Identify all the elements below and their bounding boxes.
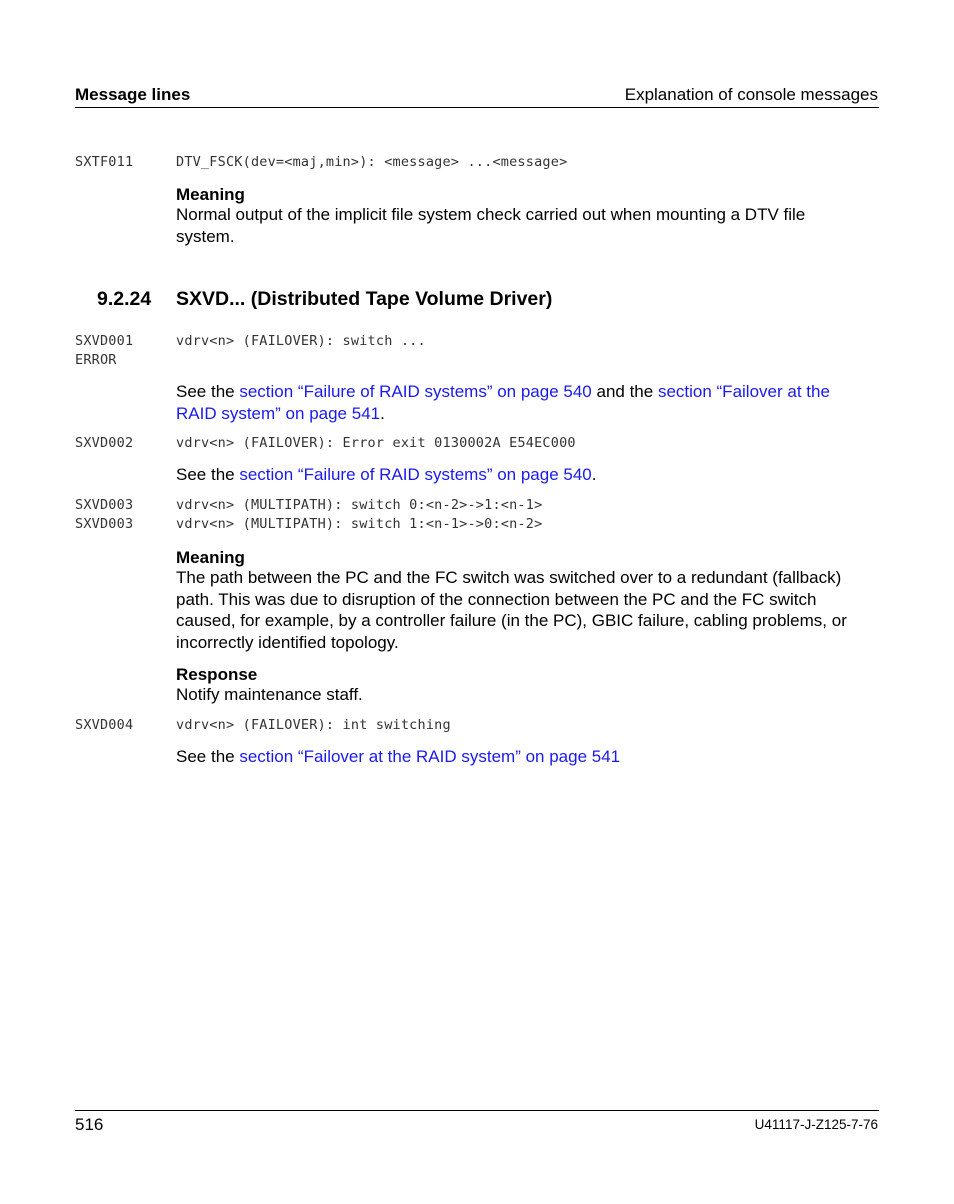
response-label: Response (176, 665, 258, 684)
message-text: vdrv<n> (MULTIPATH): switch 1:<n-1>->0:<n-2> (176, 516, 543, 532)
meaning-text (176, 204, 880, 247)
link-failover-raid[interactable]: section “Failover at the RAID system” on page 541 (239, 747, 621, 766)
see-also-paragraph (176, 464, 880, 486)
see-also-paragraph (176, 381, 880, 424)
page-number: 516 (75, 1115, 104, 1134)
message-text: DTV_FSCK(dev=<maj,min>): <message> ...<message> (176, 154, 568, 170)
see-prefix: See the (176, 382, 240, 401)
section-heading (97, 288, 552, 311)
link-failover-raid-part1[interactable]: section “Failover at the (657, 382, 830, 401)
see-connector: and the (591, 382, 658, 401)
message-text: vdrv<n> (FAILOVER): int switching (176, 717, 451, 733)
message-id: SXVD003 (75, 516, 134, 532)
message-text: vdrv<n> (MULTIPATH): switch 0:<n-2>->1:<n-1> (176, 497, 543, 513)
link-failover-raid-part2[interactable]: RAID system” on page 541 (176, 403, 381, 423)
meaning-line: Normal output of the implicit file system check carried out when mounting a DTV file (176, 205, 806, 224)
message-id: SXVD003 (75, 497, 134, 513)
message-text: vdrv<n> (FAILOVER): Error exit 0130002A E54EC000 (176, 435, 576, 451)
header-rule (75, 107, 879, 108)
section-number: 9.2.24 (97, 288, 152, 310)
meaning-line: system. (176, 226, 235, 246)
header-section-title: Message lines (75, 85, 191, 104)
message-id: SXVD004 (75, 717, 134, 733)
message-id: SXTF011 (75, 154, 134, 170)
response-text: Notify maintenance staff. (176, 685, 363, 704)
meaning-line: caused, for example, by a controller failure (in the PC), GBIC failure, cabling problems, or (176, 611, 847, 630)
footer-rule (75, 1110, 879, 1111)
meaning-line: The path between the PC and the FC switch was switched over to a redundant (fallback) (176, 568, 842, 587)
link-failure-raid[interactable]: section “Failure of RAID systems” on page 540 (239, 382, 592, 401)
period: . (591, 465, 597, 484)
meaning-label: Meaning (176, 548, 245, 567)
link-failure-raid[interactable]: section “Failure of RAID systems” on page 540 (239, 465, 592, 484)
see-prefix: See the (176, 747, 240, 766)
message-id: SXVD001 (75, 333, 134, 349)
message-id: SXVD002 (75, 435, 134, 451)
see-also-paragraph (176, 746, 880, 768)
see-prefix: See the (176, 465, 240, 484)
meaning-line: incorrectly identified topology. (176, 632, 399, 652)
header-chapter-title: Explanation of console messages (624, 85, 878, 104)
meaning-text (176, 567, 880, 653)
section-title: SXVD... (Distributed Tape Volume Driver) (176, 288, 553, 310)
meaning-line: path. This was due to disruption of the connection between the PC and the FC switch (176, 589, 817, 609)
period: . (380, 403, 385, 423)
document-id: U41117-J-Z125-7-76 (754, 1117, 878, 1132)
message-text: vdrv<n> (FAILOVER): switch ... (176, 333, 426, 349)
meaning-label: Meaning (176, 185, 245, 204)
message-severity: ERROR (75, 352, 117, 368)
